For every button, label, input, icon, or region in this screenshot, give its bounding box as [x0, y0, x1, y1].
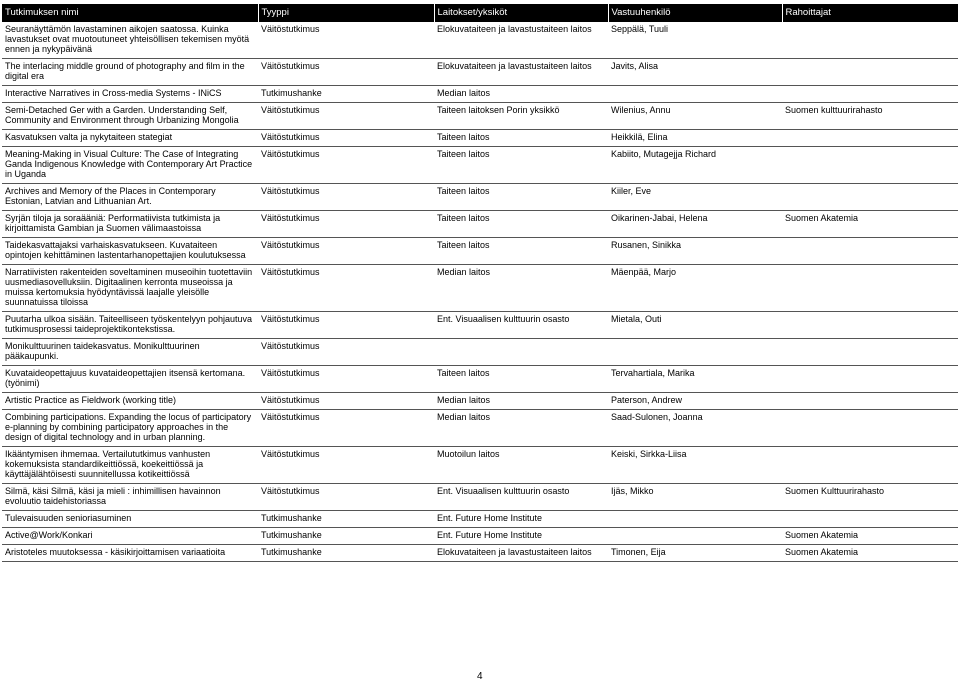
- cell-department: Ent. Visuaalisen kulttuurin osasto: [434, 312, 608, 339]
- cell-research-name: Syrjän tiloja ja soraääniä: Performatiivista tutkimista ja kirjoittamista Gambian ja Suomen välimaastoissa: [2, 211, 258, 238]
- column-header-responsible-person: Vastuuhenkilö: [608, 4, 782, 22]
- cell-research-name: Active@Work/Konkari: [2, 528, 258, 545]
- table-row: [2, 393, 958, 410]
- cell-type: Väitöstutkimus: [258, 184, 434, 211]
- cell-research-name: Artistic Practice as Fieldwork (working title): [2, 393, 258, 410]
- cell-funder: Suomen kulttuurirahasto: [782, 103, 958, 130]
- cell-research-name: Silmä, käsi Silmä, käsi ja mieli : inhimillisen havainnon evoluutio taidehistoriassa: [2, 484, 258, 511]
- cell-department: Taiteen laitos: [434, 184, 608, 211]
- cell-funder: [782, 312, 958, 339]
- cell-type: Väitöstutkimus: [258, 59, 434, 86]
- cell-type: Väitöstutkimus: [258, 265, 434, 312]
- cell-research-name: Tulevaisuuden senioriasuminen: [2, 511, 258, 528]
- cell-funder: [782, 511, 958, 528]
- cell-type: Väitöstutkimus: [258, 238, 434, 265]
- table-row: [2, 447, 958, 484]
- cell-responsible-person: Timonen, Eija: [608, 545, 782, 562]
- cell-department: [434, 339, 608, 366]
- table-row: [2, 211, 958, 238]
- cell-department: Taiteen laitos: [434, 211, 608, 238]
- cell-research-name: Semi-Detached Ger with a Garden. Understanding Self, Community and Environment through Urbanizing Mongolia: [2, 103, 258, 130]
- table-row: [2, 103, 958, 130]
- cell-type: Väitöstutkimus: [258, 211, 434, 238]
- cell-department: Elokuvataiteen ja lavastustaiteen laitos: [434, 22, 608, 59]
- cell-research-name: Monikulttuurinen taidekasvatus. Monikulttuurinen pääkaupunki.: [2, 339, 258, 366]
- table-row: [2, 339, 958, 366]
- cell-research-name: Taidekasvattajaksi varhaiskasvatukseen. Kuvataiteen opintojen kehittäminen lastentarhanopettajien koulutuksessa: [2, 238, 258, 265]
- cell-responsible-person: Kiiler, Eve: [608, 184, 782, 211]
- cell-responsible-person: [608, 86, 782, 103]
- table-row: [2, 147, 958, 184]
- cell-type: Väitöstutkimus: [258, 393, 434, 410]
- cell-responsible-person: Keiski, Sirkka-Liisa: [608, 447, 782, 484]
- cell-type: Väitöstutkimus: [258, 339, 434, 366]
- research-projects-table: [2, 4, 958, 562]
- cell-responsible-person: [608, 511, 782, 528]
- cell-funder: Suomen Akatemia: [782, 211, 958, 238]
- cell-research-name: Interactive Narratives in Cross-media Systems - INiCS: [2, 86, 258, 103]
- cell-type: Väitöstutkimus: [258, 447, 434, 484]
- table-row: [2, 484, 958, 511]
- table-row: [2, 545, 958, 562]
- cell-funder: [782, 22, 958, 59]
- table-row: [2, 238, 958, 265]
- cell-responsible-person: Saad-Sulonen, Joanna: [608, 410, 782, 447]
- cell-research-name: Kasvatuksen valta ja nykytaiteen stategiat: [2, 130, 258, 147]
- cell-research-name: Meaning-Making in Visual Culture: The Case of Integrating Ganda Indigenous Knowledge with Contemporary Art Practice in Uganda: [2, 147, 258, 184]
- column-header-departments: Laitokset/yksiköt: [434, 4, 608, 22]
- table-row: [2, 86, 958, 103]
- table-row: [2, 22, 958, 59]
- page-number: 4: [477, 671, 483, 682]
- cell-responsible-person: Mietala, Outi: [608, 312, 782, 339]
- cell-funder: [782, 147, 958, 184]
- cell-research-name: Combining participations. Expanding the locus of participatory e-planning by combining participatory approaches in the design of digital technology and in urban planning.: [2, 410, 258, 447]
- cell-department: Taiteen laitoksen Porin yksikkö: [434, 103, 608, 130]
- cell-research-name: The interlacing middle ground of photography and film in the digital era: [2, 59, 258, 86]
- cell-department: Ent. Future Home Institute: [434, 511, 608, 528]
- cell-type: Väitöstutkimus: [258, 410, 434, 447]
- cell-research-name: Archives and Memory of the Places in Contemporary Estonian, Latvian and Lithuanian Art.: [2, 184, 258, 211]
- table-row: [2, 366, 958, 393]
- table-row: [2, 184, 958, 211]
- column-header-research-name: Tutkimuksen nimi: [2, 4, 258, 22]
- cell-research-name: Seuranäyttämön lavastaminen aikojen saatossa. Kuinka lavastukset ovat muotoutuneet yhteisöllisen tekemisen myötä ennen ja nykypäivänä: [2, 22, 258, 59]
- cell-type: Väitöstutkimus: [258, 484, 434, 511]
- column-header-type: Tyyppi: [258, 4, 434, 22]
- cell-responsible-person: Javits, Alisa: [608, 59, 782, 86]
- cell-type: Väitöstutkimus: [258, 147, 434, 184]
- cell-responsible-person: Ijäs, Mikko: [608, 484, 782, 511]
- cell-responsible-person: Wilenius, Annu: [608, 103, 782, 130]
- cell-funder: [782, 238, 958, 265]
- cell-responsible-person: Paterson, Andrew: [608, 393, 782, 410]
- cell-funder: Suomen Akatemia: [782, 528, 958, 545]
- cell-type: Tutkimushanke: [258, 545, 434, 562]
- cell-funder: Suomen Kulttuurirahasto: [782, 484, 958, 511]
- cell-department: Median laitos: [434, 393, 608, 410]
- cell-funder: [782, 184, 958, 211]
- cell-funder: [782, 59, 958, 86]
- cell-type: Väitöstutkimus: [258, 103, 434, 130]
- cell-department: Taiteen laitos: [434, 238, 608, 265]
- cell-type: Väitöstutkimus: [258, 366, 434, 393]
- cell-type: Väitöstutkimus: [258, 130, 434, 147]
- cell-responsible-person: Seppälä, Tuuli: [608, 22, 782, 59]
- cell-department: Taiteen laitos: [434, 130, 608, 147]
- cell-funder: [782, 130, 958, 147]
- table-row: [2, 130, 958, 147]
- cell-funder: [782, 410, 958, 447]
- cell-responsible-person: Rusanen, Sinikka: [608, 238, 782, 265]
- table-row: [2, 410, 958, 447]
- cell-department: Muotoilun laitos: [434, 447, 608, 484]
- cell-responsible-person: Kabiito, Mutagejja Richard: [608, 147, 782, 184]
- cell-funder: Suomen Akatemia: [782, 545, 958, 562]
- cell-funder: [782, 265, 958, 312]
- cell-department: Taiteen laitos: [434, 147, 608, 184]
- table-row: [2, 528, 958, 545]
- cell-funder: [782, 86, 958, 103]
- cell-department: Elokuvataiteen ja lavastustaiteen laitos: [434, 59, 608, 86]
- cell-research-name: Kuvataideopettajuus kuvataideopettajien itsensä kertomana. (työnimi): [2, 366, 258, 393]
- cell-type: Tutkimushanke: [258, 528, 434, 545]
- cell-department: Ent. Visuaalisen kulttuurin osasto: [434, 484, 608, 511]
- cell-research-name: Ikääntymisen ihmemaa. Vertailututkimus vanhusten kokemuksista standardikeittiössä, koekeittiössä ja käyttäjälähtöisesti suunnitellussa kotikeittiössä: [2, 447, 258, 484]
- cell-type: Väitöstutkimus: [258, 22, 434, 59]
- cell-responsible-person: [608, 528, 782, 545]
- table-row: [2, 511, 958, 528]
- cell-research-name: Aristoteles muutoksessa - käsikirjoittamisen variaatioita: [2, 545, 258, 562]
- table-row: [2, 59, 958, 86]
- table-row: [2, 312, 958, 339]
- cell-responsible-person: Tervahartiala, Marika: [608, 366, 782, 393]
- cell-type: Tutkimushanke: [258, 511, 434, 528]
- cell-funder: [782, 447, 958, 484]
- cell-responsible-person: [608, 339, 782, 366]
- cell-responsible-person: Mäenpää, Marjo: [608, 265, 782, 312]
- table-header-row: [2, 4, 958, 22]
- cell-department: Median laitos: [434, 265, 608, 312]
- column-header-funders: Rahoittajat: [782, 4, 958, 22]
- cell-funder: [782, 393, 958, 410]
- cell-type: Väitöstutkimus: [258, 312, 434, 339]
- cell-department: Median laitos: [434, 410, 608, 447]
- cell-research-name: Puutarha ulkoa sisään. Taiteelliseen työskentelyyn pohjautuva tutkimusprosessi taideprojektikontekstissa.: [2, 312, 258, 339]
- table-row: [2, 265, 958, 312]
- cell-department: Taiteen laitos: [434, 366, 608, 393]
- cell-department: Median laitos: [434, 86, 608, 103]
- cell-responsible-person: Oikarinen-Jabai, Helena: [608, 211, 782, 238]
- cell-funder: [782, 366, 958, 393]
- cell-type: Tutkimushanke: [258, 86, 434, 103]
- table-body: [2, 22, 958, 562]
- cell-funder: [782, 339, 958, 366]
- cell-department: Ent. Future Home Institute: [434, 528, 608, 545]
- cell-research-name: Narratiivisten rakenteiden soveltaminen museoihin tuotettaviin uusmediasovelluksiin. Digitaalinen kerronta museoissa ja muissa kertomuksia hyödyntävissä laajalle yleisölle suunnatuissa tiloissa: [2, 265, 258, 312]
- cell-responsible-person: Heikkilä, Elina: [608, 130, 782, 147]
- cell-department: Elokuvataiteen ja lavastustaiteen laitos: [434, 545, 608, 562]
